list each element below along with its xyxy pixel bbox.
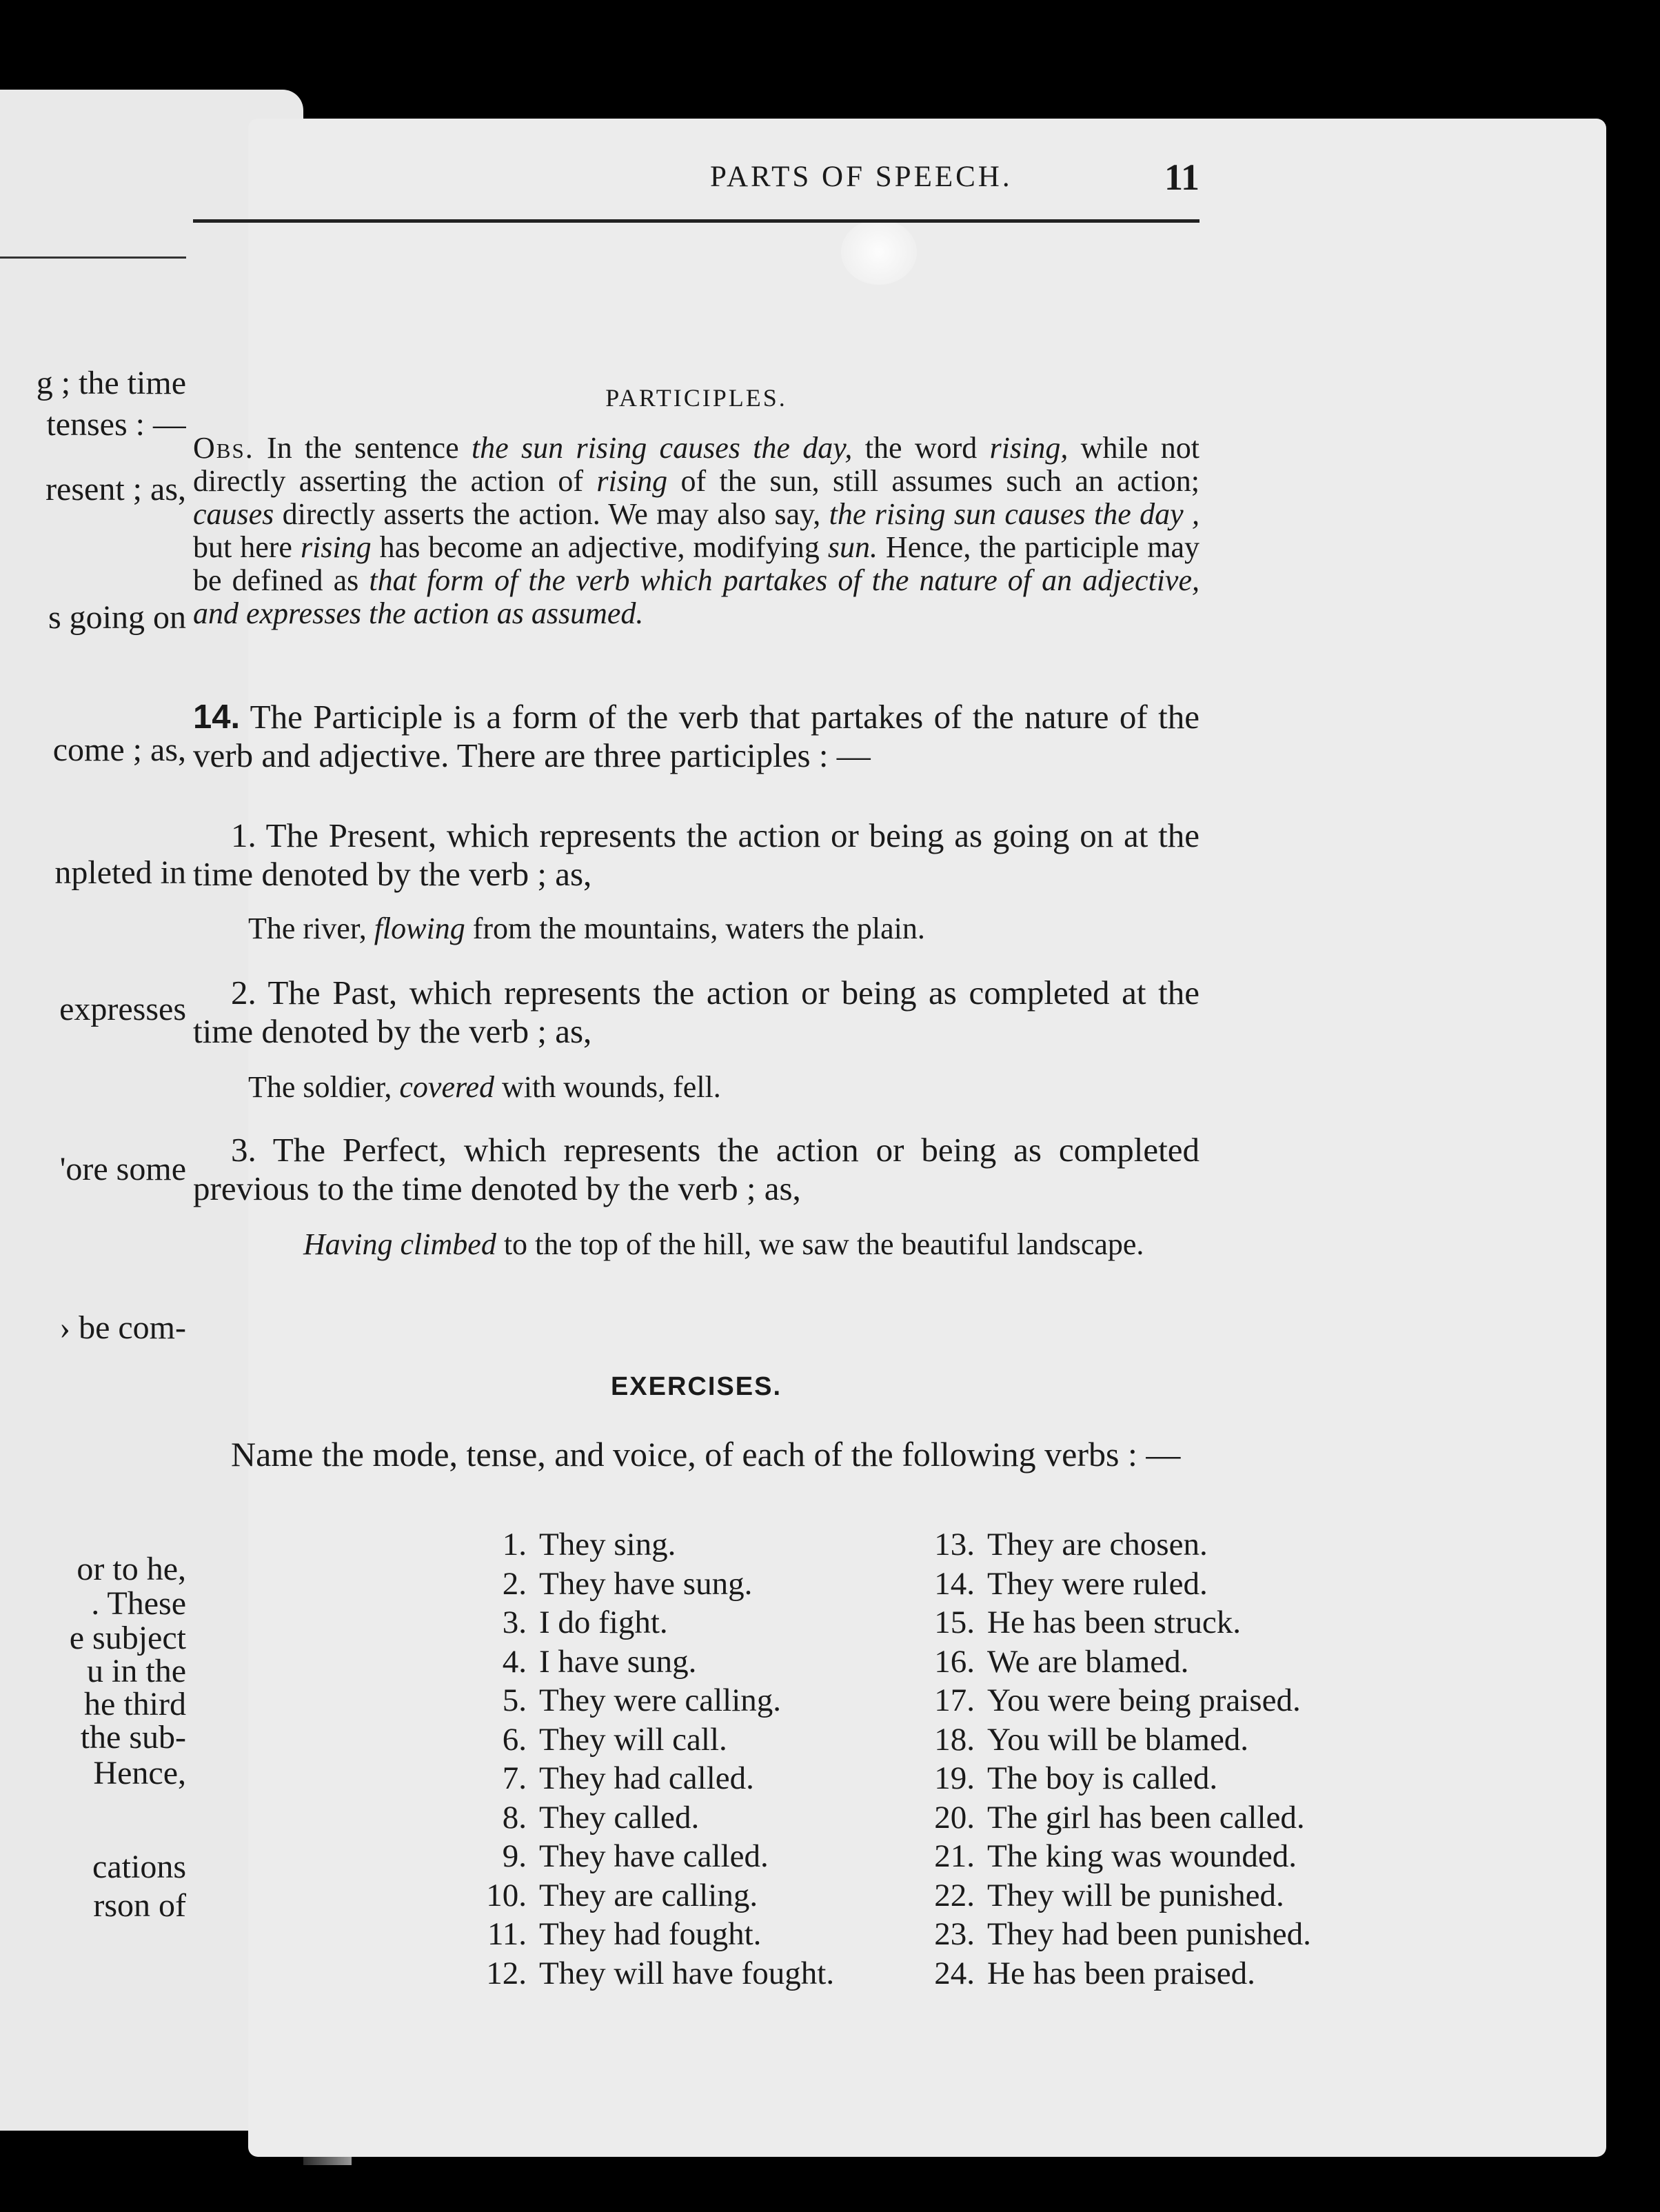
- exercise-number: 19.: [934, 1760, 975, 1796]
- exercise-text: They are chosen.: [987, 1527, 1208, 1562]
- section-14-paragraph: [193, 698, 1200, 775]
- exercise-text: He has been struck.: [987, 1605, 1242, 1640]
- facing-page-line: e subject: [69, 1620, 186, 1656]
- exercise-item: [455, 1720, 834, 1760]
- facing-page-line: come ; as,: [52, 732, 186, 768]
- participle-kind: 2. The Past, which represents the action or being as completed at the time denoted by the verb ; as,: [193, 974, 1200, 1050]
- text-run: to the top of the hill, we saw the beautiful landscape.: [496, 1227, 1144, 1261]
- exercise-number: 13.: [934, 1527, 975, 1562]
- italic-text: the rising sun causes the day ,: [829, 497, 1200, 531]
- exercise-number: 17.: [934, 1682, 975, 1718]
- text-run: but here: [193, 530, 301, 564]
- exercise-number: 18.: [934, 1721, 975, 1758]
- exercise-text: They have sung.: [539, 1565, 753, 1602]
- exercise-item: [903, 1603, 1311, 1642]
- exercise-text: We are blamed.: [987, 1643, 1189, 1680]
- exercise-list-right: [903, 1525, 1311, 1993]
- exercise-item: [455, 1954, 834, 1993]
- text-run: the word: [852, 431, 990, 465]
- facing-page-line: the sub-: [80, 1720, 186, 1756]
- exercise-item: [903, 1681, 1311, 1720]
- exercise-text: The girl has been called.: [987, 1799, 1305, 1836]
- exercise-text: They had called.: [539, 1760, 754, 1796]
- exercise-number: 23.: [934, 1916, 975, 1952]
- obs-label: Obs.: [193, 431, 254, 465]
- participle-kind: 3. The Perfect, which represents the action or being as completed previous to the time denoted by the verb ; as,: [193, 1131, 1200, 1207]
- page-header: [193, 157, 1200, 208]
- exercise-text: He has been praised.: [987, 1955, 1255, 1991]
- facing-page-line: or to he,: [77, 1551, 186, 1587]
- participle-example: [248, 912, 1200, 946]
- facing-page-line: 'ore some: [59, 1152, 186, 1187]
- obs-paragraph: [193, 432, 1200, 630]
- facing-page-rule: [0, 257, 186, 259]
- exercise-item: [455, 1759, 834, 1798]
- exercise-number: 14.: [934, 1565, 975, 1602]
- exercise-text: They had been punished.: [987, 1916, 1311, 1952]
- exercise-item: [455, 1915, 834, 1954]
- text-run: In the sentence: [254, 431, 472, 465]
- exercise-item: [455, 1525, 834, 1565]
- exercise-number: 9.: [502, 1838, 527, 1874]
- exercise-item: [903, 1525, 1311, 1565]
- exercises-instruction: Name the mode, tense, and voice, of each of the following verbs : —: [231, 1435, 1181, 1474]
- exercise-item: [903, 1876, 1311, 1916]
- section-number: 14.: [193, 698, 241, 736]
- text-run: Hence, the participle may be defined as: [193, 530, 1200, 597]
- exercise-item: [455, 1565, 834, 1604]
- exercise-text: I have sung.: [539, 1643, 697, 1680]
- exercise-text: They are calling.: [539, 1877, 758, 1913]
- exercise-number: 22.: [934, 1877, 975, 1913]
- exercise-text: They had fought.: [539, 1916, 762, 1952]
- header-rule: [193, 219, 1200, 223]
- running-head: PARTS OF SPEECH.: [710, 161, 1013, 193]
- exercise-number: 6.: [502, 1721, 527, 1758]
- section-14-text: The Participle is a form of the verb that partakes of the nature of the verb and adjective. There are three participles : —: [193, 698, 1200, 774]
- text-run: while not directly asserting the action of: [193, 431, 1200, 498]
- participle-kind: 1. The Present, which represents the action or being as going on at the time denoted by the verb ; as,: [193, 816, 1200, 893]
- exercise-text: They have called.: [539, 1838, 769, 1874]
- italic-text: covered: [399, 1070, 495, 1104]
- exercise-number: 16.: [934, 1643, 975, 1680]
- text-run: The river,: [248, 912, 374, 945]
- italic-text: Having climbed: [303, 1227, 496, 1261]
- facing-page-line: resent ; as,: [45, 472, 186, 507]
- exercise-number: 12.: [486, 1955, 527, 1991]
- italic-text: rising: [596, 464, 668, 498]
- text-run: The soldier,: [248, 1070, 400, 1104]
- exercise-number: 15.: [934, 1605, 975, 1640]
- exercise-item: [455, 1837, 834, 1876]
- facing-page-line: g ; the time: [36, 365, 186, 401]
- text-run: from the mountains, waters the plain.: [465, 912, 925, 945]
- exercise-item: [455, 1681, 834, 1720]
- exercise-number: 1.: [502, 1527, 527, 1562]
- exercise-item: [903, 1798, 1311, 1838]
- exercise-item: [455, 1642, 834, 1682]
- exercise-text: They will be punished.: [987, 1877, 1284, 1913]
- page-stain: [841, 219, 917, 285]
- facing-page-line: s going on: [48, 600, 186, 636]
- exercise-item: [903, 1565, 1311, 1604]
- exercise-number: 8.: [502, 1799, 527, 1836]
- exercise-item: [903, 1642, 1311, 1682]
- italic-text: that form of the verb which partakes of the nature of an adjective, and expresses the action as assumed.: [193, 563, 1200, 630]
- exercise-list-left: [455, 1525, 834, 1993]
- facing-page-line: tenses : —: [46, 407, 186, 443]
- facing-page-line: he third: [84, 1687, 186, 1722]
- facing-page-line: expresses: [59, 992, 186, 1027]
- text-run: with wounds, fell.: [494, 1070, 721, 1104]
- exercises-heading: EXERCISES.: [610, 1372, 782, 1401]
- exercise-text: They will have fought.: [539, 1955, 835, 1991]
- exercise-text: They were ruled.: [987, 1565, 1208, 1602]
- italic-text: causes: [193, 497, 274, 531]
- exercise-number: 2.: [502, 1565, 527, 1602]
- facing-page-line: rson of: [93, 1888, 186, 1924]
- italic-text: flowing: [374, 912, 465, 945]
- exercise-number: 21.: [934, 1838, 975, 1874]
- participle-example: [248, 1070, 1200, 1105]
- exercise-item: [455, 1603, 834, 1642]
- exercise-item: [903, 1720, 1311, 1760]
- italic-text: the sun rising causes the day,: [471, 431, 853, 465]
- text-run: has become an adjective, modifying: [371, 530, 828, 564]
- exercise-item: [903, 1759, 1311, 1798]
- facing-page-line: u in the: [87, 1653, 186, 1689]
- exercise-number: 7.: [502, 1760, 527, 1796]
- exercise-text: You were being praised.: [987, 1682, 1301, 1718]
- facing-page-line: Hence,: [93, 1756, 186, 1791]
- exercise-text: They sing.: [539, 1527, 676, 1562]
- italic-text: rising: [300, 530, 372, 564]
- exercise-item: [903, 1837, 1311, 1876]
- italic-text: rising,: [989, 431, 1069, 465]
- exercise-text: You will be blamed.: [987, 1721, 1249, 1758]
- text-run: directly asserts the action. We may also say,: [274, 497, 829, 531]
- exercise-text: The king was wounded.: [987, 1838, 1297, 1874]
- page-number: 11: [1164, 157, 1200, 198]
- exercise-number: 24.: [934, 1955, 975, 1991]
- exercise-text: They will call.: [539, 1721, 727, 1758]
- facing-page-line: npleted in: [54, 855, 186, 891]
- exercise-number: 11.: [487, 1916, 527, 1952]
- exercise-text: The boy is called.: [987, 1760, 1218, 1796]
- exercise-item: [455, 1876, 834, 1916]
- exercise-number: 10.: [486, 1877, 527, 1913]
- facing-page-line: › be com-: [59, 1310, 186, 1346]
- exercise-number: 3.: [502, 1605, 527, 1640]
- participles-heading: PARTICIPLES.: [605, 384, 787, 412]
- exercise-item: [903, 1915, 1311, 1954]
- facing-page-line: . These: [91, 1586, 186, 1622]
- exercise-item: [903, 1954, 1311, 1993]
- exercise-number: 4.: [502, 1643, 527, 1680]
- exercise-text: They were calling.: [539, 1682, 782, 1718]
- exercise-text: I do fight.: [539, 1605, 668, 1640]
- exercise-text: They called.: [539, 1799, 700, 1836]
- exercise-item: [455, 1798, 834, 1838]
- italic-text: sun.: [827, 530, 878, 564]
- exercise-number: 20.: [934, 1799, 975, 1836]
- facing-page-line: cations: [92, 1849, 186, 1885]
- participle-example: [303, 1227, 1200, 1262]
- exercise-number: 5.: [502, 1682, 527, 1718]
- text-run: of the sun, still assumes such an action;: [667, 464, 1200, 498]
